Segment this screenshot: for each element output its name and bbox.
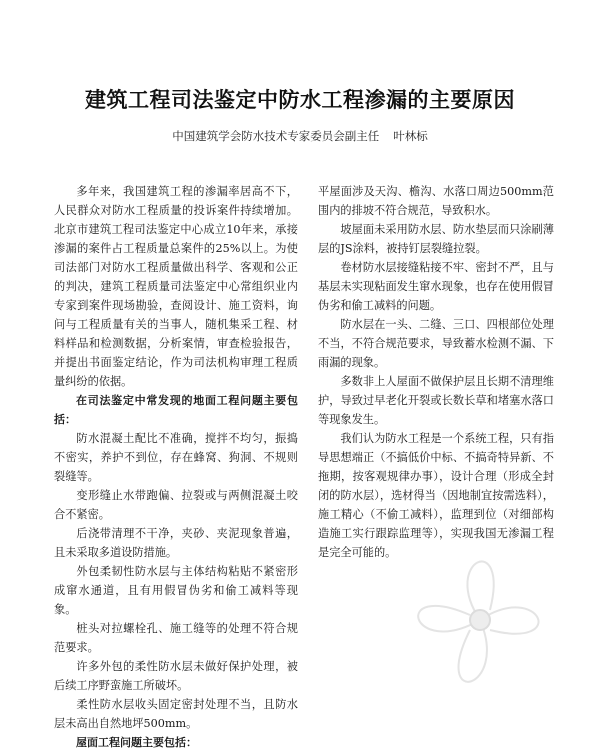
paragraph: 平屋面涉及天沟、檐沟、水落口周边500mm范围内的排坡不符合规范，导致积水。 (318, 185, 554, 217)
right-column (318, 182, 554, 562)
author-name: 叶林标 (393, 129, 428, 143)
paragraph: 许多外包的柔性防水层未做好保护处理，被后续工序野蛮施工所破坏。 (54, 660, 298, 692)
paragraph: 防水混凝土配比不准确，搅拌不均匀，振捣不密实，养护不到位，存在蜂窝、狗洞、不规则裂缝等。 (54, 432, 298, 483)
paragraph: 后浇带清理不干净，夹砂、夹泥现象普遍，且未采取多道设防措施。 (54, 527, 298, 559)
paragraph: 我们认为防水工程是一个系统工程，只有指导思想端正（不搞低价中标、不搞奇特异新、不拖期，按客观规律办事），设计合理（形成全封闭的防水层），选材得当（因地制宜按需选料），施工精心（不偷工减料），监理到位（对细部构造施工实行跟踪监理等），实现我国无渗漏工程是完全可能的。 (318, 432, 554, 559)
author-line (0, 128, 600, 144)
paragraph: 多数非上人屋面不做保护层且长期不清理维护，导致过早老化开裂或长数长草和堵塞水落口等现象发生。 (318, 375, 554, 426)
paragraph: 桩头对拉螺栓孔、施工缝等的处理不符合规范要求。 (54, 622, 298, 654)
article-title: 建筑工程司法鉴定中防水工程渗漏的主要原因 (85, 88, 515, 112)
paragraph: 外包柔韧性防水层与主体结构粘贴不紧密形成窜水通道，且有用假冒伪劣和偷工减料等现象。 (54, 565, 298, 616)
section-heading: 屋面工程问题主要包括： (76, 736, 197, 749)
paragraph: 防水层在一头、二缝、三口、四根部位处理不当，不符合规范要求，导致蓄水检测不漏、下雨漏的现象。 (318, 318, 554, 369)
paragraph: 卷材防水层接缝粘接不牢、密封不严，且与基层未实现粘面发生窜水现象，也存在使用假冒伪劣和偷工减料的问题。 (318, 261, 554, 312)
paragraph: 多年来，我国建筑工程的渗漏率居高不下，人民群众对防水工程质量的投诉案件持续增加。北京市建筑工程司法鉴定中心成立10年来，承接渗漏的案件占工程质量总案件的25%以上。为使司法部门对防水工程质量做出科学、客观和公正的判决，建筑工程质量司法鉴定中心常组织业内专家到案件现场勘验，查阅设计、施工资料，询问与工程质量有关的当事人，随机集采工程、材料样品和检测数据，分析案情，审查检验报告，并提出书面鉴定结论，作为司法机构审理工程质量纠纷的依据。 (54, 185, 298, 388)
paragraph: 坡屋面未采用防水层、防水垫层而只涂刷薄层的JS涂料，被持钉层裂缝拉裂。 (318, 223, 554, 255)
section-heading: 在司法鉴定中常发现的地面工程问题主要包括： (54, 394, 298, 426)
paragraph: 变形缝止水带跑偏、拉裂或与两侧混凝土咬合不紧密。 (54, 489, 298, 521)
left-column (54, 182, 298, 752)
author-affiliation: 中国建筑学会防水技术专家委员会副主任 (172, 129, 380, 143)
paragraph: 柔性防水层收头固定密封处理不当，且防水层未高出自然地坪500mm。 (54, 698, 298, 730)
